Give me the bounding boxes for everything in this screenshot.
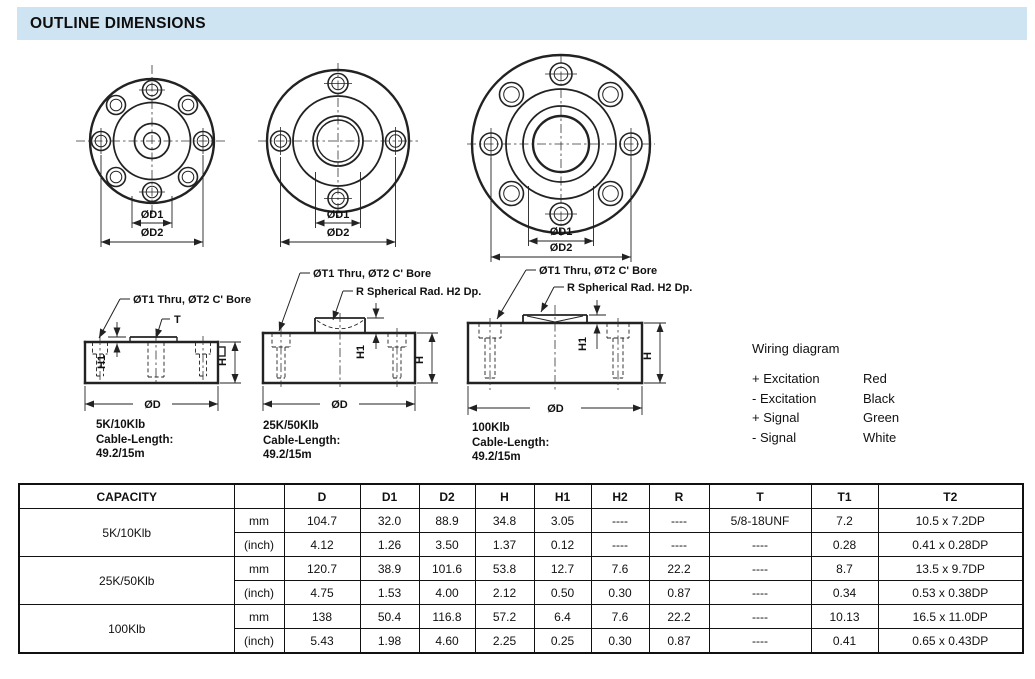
column-header: D1 (360, 484, 419, 509)
column-header: R (649, 484, 709, 509)
table-cell: ---- (649, 509, 709, 533)
wiring-row (752, 408, 899, 428)
wiring-terminal: + Excitation (752, 371, 820, 387)
side-view-5k10k (85, 294, 251, 411)
table-cell: 0.28 (811, 533, 878, 557)
top-view-100k (467, 54, 655, 262)
note-spherical: R Spherical Rad. H2 Dp. (567, 282, 693, 294)
table-cell: 0.87 (649, 629, 709, 654)
caption-25k50k (263, 419, 340, 463)
wiring-terminal: + Signal (752, 410, 800, 426)
table-cell: ---- (591, 533, 649, 557)
dim-label-h: H (217, 358, 229, 366)
table-cell: 116.8 (419, 605, 475, 629)
table-cell: 0.41 x 0.28DP (878, 533, 1023, 557)
unit-cell: (inch) (234, 533, 284, 557)
table-cell: 4.12 (284, 533, 360, 557)
column-header: H1 (534, 484, 591, 509)
table-cell: 22.2 (649, 605, 709, 629)
caption-5k10k (96, 418, 173, 462)
section-title: OUTLINE DIMENSIONS (30, 14, 206, 32)
table-cell: 88.9 (419, 509, 475, 533)
table-cell: 3.05 (534, 509, 591, 533)
table-cell: ---- (649, 533, 709, 557)
table-cell: 0.12 (534, 533, 591, 557)
table-cell: 101.6 (419, 557, 475, 581)
dim-label-d2: ØD2 (326, 227, 350, 239)
dim-label-d1: ØD1 (326, 209, 350, 221)
dim-label-t: T (174, 314, 181, 326)
table-cell: 1.53 (360, 581, 419, 605)
table-cell: 120.7 (284, 557, 360, 581)
caption-length: 49.2/15m (263, 449, 312, 461)
table-cell: 7.6 (591, 557, 649, 581)
wiring-row (752, 389, 899, 409)
table-cell: 38.9 (360, 557, 419, 581)
caption-cable: Cable-Length: (96, 433, 174, 446)
caption-capacity: 5K/10Klb (96, 419, 146, 431)
table-cell: 138 (284, 605, 360, 629)
dim-label-h: H (414, 356, 426, 364)
column-header: D2 (419, 484, 475, 509)
wiring-color: Green (863, 410, 900, 426)
top-view-25k50k (258, 63, 418, 247)
table-cell: 104.7 (284, 509, 360, 533)
dim-label-h1: H1 (96, 354, 108, 370)
dim-label-d: ØD (144, 399, 161, 411)
section-header (17, 7, 1027, 40)
table-cell: 50.4 (360, 605, 419, 629)
caption-cable: Cable-Length: (472, 436, 550, 449)
table-cell: ---- (709, 581, 811, 605)
table-cell: 3.50 (419, 533, 475, 557)
table-cell: 1.26 (360, 533, 419, 557)
table-cell: 4.00 (419, 581, 475, 605)
wiring-row (752, 369, 899, 389)
capacity-cell: 100Klb (19, 605, 234, 654)
table-cell: 1.37 (475, 533, 534, 557)
wiring-row (752, 428, 899, 448)
wiring-terminal: - Signal (752, 429, 797, 445)
wiring-color: Black (863, 390, 895, 406)
table-cell: 7.2 (811, 509, 878, 533)
wiring-terminal: - Excitation (752, 390, 817, 406)
table-cell: 6.4 (534, 605, 591, 629)
table-row (19, 605, 1023, 629)
table-cell: 1.98 (360, 629, 419, 654)
wiring-color: Red (863, 371, 887, 387)
dim-label-h: H (642, 352, 654, 360)
side-view-100k (468, 265, 692, 415)
table-cell: 4.60 (419, 629, 475, 654)
column-header: D (284, 484, 360, 509)
caption-capacity: 25K/50Klb (263, 420, 319, 432)
wiring-color: White (863, 429, 897, 445)
dim-label-d2: ØD2 (549, 242, 573, 254)
table-cell: 0.87 (649, 581, 709, 605)
caption-100k (472, 421, 549, 465)
side-view-25k50k (263, 268, 481, 411)
table-cell: 5/8-18UNF (709, 509, 811, 533)
column-header-unit (234, 484, 284, 509)
dim-label-d2: ØD2 (140, 227, 164, 239)
table-cell: 7.6 (591, 605, 649, 629)
unit-cell: mm (234, 605, 284, 629)
caption-capacity: 100Klb (472, 422, 510, 434)
dim-label-d1: ØD1 (140, 209, 164, 221)
capacity-cell: 25K/50Klb (19, 557, 234, 605)
table-cell: 2.25 (475, 629, 534, 654)
table-cell: 57.2 (475, 605, 534, 629)
table-cell: 8.7 (811, 557, 878, 581)
table-cell: 10.13 (811, 605, 878, 629)
dim-label-h1: H1 (355, 344, 367, 360)
table-cell: 5.43 (284, 629, 360, 654)
table-row (19, 509, 1023, 533)
column-header: H2 (591, 484, 649, 509)
column-header-capacity: CAPACITY (19, 484, 234, 509)
dim-label-d: ØD (547, 403, 564, 415)
table-cell: 0.53 x 0.38DP (878, 581, 1023, 605)
dim-label-h1: H1 (577, 336, 589, 352)
wiring-diagram (752, 341, 899, 447)
table-cell: 0.30 (591, 581, 649, 605)
table-cell: 53.8 (475, 557, 534, 581)
table-cell: 13.5 x 9.7DP (878, 557, 1023, 581)
table-cell: 34.8 (475, 509, 534, 533)
table-cell: 16.5 x 11.0DP (878, 605, 1023, 629)
table-cell: 12.7 (534, 557, 591, 581)
table-row (19, 557, 1023, 581)
table-cell: 0.41 (811, 629, 878, 654)
table-cell: ---- (709, 533, 811, 557)
table-cell: 0.25 (534, 629, 591, 654)
table-cell: 22.2 (649, 557, 709, 581)
column-header: H (475, 484, 534, 509)
unit-cell: mm (234, 509, 284, 533)
table-cell: 10.5 x 7.2DP (878, 509, 1023, 533)
table-cell: ---- (591, 509, 649, 533)
dim-label-d1: ØD1 (549, 226, 573, 238)
dim-label-d: ØD (331, 399, 348, 411)
table-header-row (19, 484, 1023, 509)
top-view-5k10k (76, 65, 228, 247)
column-header: T (709, 484, 811, 509)
table-cell: 0.30 (591, 629, 649, 654)
note-bolt-thru: ØT1 Thru, ØT2 C' Bore (539, 265, 658, 277)
table-cell: ---- (709, 629, 811, 654)
capacity-cell: 5K/10Klb (19, 509, 234, 557)
column-header: T2 (878, 484, 1023, 509)
unit-cell: (inch) (234, 629, 284, 654)
table-cell: 32.0 (360, 509, 419, 533)
caption-length: 49.2/15m (96, 448, 145, 460)
table-cell: ---- (709, 605, 811, 629)
dimensions-table (18, 483, 1024, 654)
wiring-title: Wiring diagram (752, 341, 840, 356)
note-bolt-thru: ØT1 Thru, ØT2 C' Bore (133, 294, 252, 306)
table-cell: ---- (709, 557, 811, 581)
table-cell: 2.12 (475, 581, 534, 605)
column-header: T1 (811, 484, 878, 509)
table-cell: 4.75 (284, 581, 360, 605)
table-cell: 0.50 (534, 581, 591, 605)
unit-cell: mm (234, 557, 284, 581)
table-cell: 0.65 x 0.43DP (878, 629, 1023, 654)
caption-cable: Cable-Length: (263, 434, 341, 447)
unit-cell: (inch) (234, 581, 284, 605)
table-cell: 0.34 (811, 581, 878, 605)
caption-length: 49.2/15m (472, 451, 521, 463)
note-spherical: R Spherical Rad. H2 Dp. (356, 286, 482, 298)
note-bolt-thru: ØT1 Thru, ØT2 C' Bore (313, 268, 432, 280)
